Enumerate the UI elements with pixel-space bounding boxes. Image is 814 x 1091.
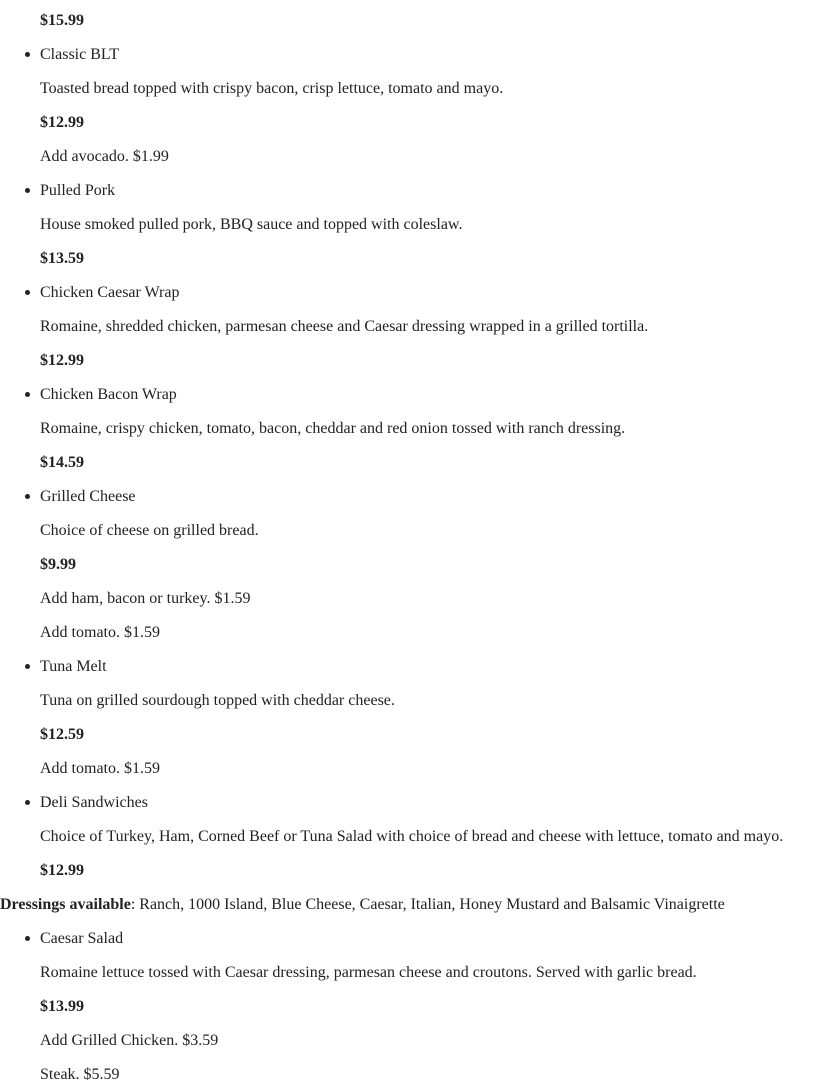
- item-name-text: Classic BLT: [40, 46, 119, 63]
- item-name-text: Chicken Bacon Wrap: [40, 386, 177, 403]
- dressings-note: [0, 896, 814, 930]
- item-description: Romaine, crispy chicken, tomato, bacon, cheddar and red onion tossed with ranch dressing.: [40, 420, 626, 437]
- menu-item-name: [0, 182, 814, 216]
- bullet-icon: [25, 664, 30, 669]
- item-description: Romaine, shredded chicken, parmesan cheese and Caesar dressing wrapped in a grilled tortilla.: [40, 318, 649, 335]
- item-description: Toasted bread topped with crispy bacon, crisp lettuce, tomato and mayo.: [40, 80, 504, 97]
- bullet-icon: [25, 290, 30, 295]
- item-name-text: Chicken Caesar Wrap: [40, 284, 180, 301]
- menu-page: [0, 12, 814, 1091]
- item-description: Tuna on grilled sourdough topped with cheddar cheese.: [40, 692, 395, 709]
- menu-item-name: [0, 284, 814, 318]
- item-price: $12.99: [40, 114, 84, 131]
- item-price: $13.59: [40, 250, 84, 267]
- item-description: Choice of Turkey, Ham, Corned Beef or Tuna Salad with choice of bread and cheese with lettuce, tomato and mayo.: [40, 828, 784, 845]
- salad-list: [0, 930, 814, 1091]
- item-addon: Steak. $5.59: [40, 1066, 120, 1083]
- menu-item-name: [0, 488, 814, 522]
- menu-item-name: [0, 930, 814, 964]
- item-price: $9.99: [40, 556, 76, 573]
- item-price: $12.59: [40, 726, 84, 743]
- menu-item-name: [0, 794, 814, 828]
- dressings-label: Dressings available: [0, 896, 131, 913]
- bullet-icon: [25, 188, 30, 193]
- bullet-icon: [25, 936, 30, 941]
- bullet-icon: [25, 392, 30, 397]
- sandwich-list: [0, 46, 814, 896]
- item-addon: Add tomato. $1.59: [40, 760, 160, 777]
- item-addon: Add ham, bacon or turkey. $1.59: [40, 590, 251, 607]
- item-price: $14.59: [40, 454, 84, 471]
- dressings-text: : Ranch, 1000 Island, Blue Cheese, Caesar, Italian, Honey Mustard and Balsamic Vinaigrette: [130, 896, 725, 913]
- item-addon: Add tomato. $1.59: [40, 624, 160, 641]
- item-name-text: Pulled Pork: [40, 182, 116, 199]
- item-name-text: Tuna Melt: [40, 658, 107, 675]
- bullet-icon: [25, 52, 30, 57]
- item-name-text: Deli Sandwiches: [40, 794, 148, 811]
- item-description: Choice of cheese on grilled bread.: [40, 522, 259, 539]
- item-name-text: Caesar Salad: [40, 930, 124, 947]
- menu-item-name: [0, 658, 814, 692]
- item-addon: Add avocado. $1.99: [40, 148, 169, 165]
- menu-item-name: [0, 46, 814, 80]
- menu-item-name: [0, 386, 814, 420]
- item-price: $15.99: [40, 12, 84, 29]
- bullet-icon: [25, 800, 30, 805]
- bullet-icon: [25, 494, 30, 499]
- item-price: $12.99: [40, 862, 84, 879]
- item-name-text: Grilled Cheese: [40, 488, 136, 505]
- item-description: House smoked pulled pork, BBQ sauce and topped with coleslaw.: [40, 216, 463, 233]
- item-description: Romaine lettuce tossed with Caesar dressing, parmesan cheese and croutons. Served with garlic bread.: [40, 964, 697, 981]
- item-price: $12.99: [40, 352, 84, 369]
- item-price: $13.99: [40, 998, 84, 1015]
- item-addon: Add Grilled Chicken. $3.59: [40, 1032, 219, 1049]
